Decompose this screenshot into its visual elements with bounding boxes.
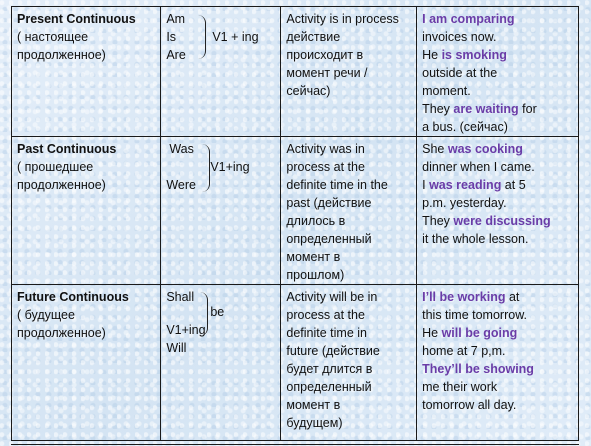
activity-text: будущем) xyxy=(286,416,343,430)
table-row-present-continuous xyxy=(12,7,579,137)
example-line: home at 7 p,m. xyxy=(422,344,506,358)
activity-text: прошлом) xyxy=(286,268,345,282)
activity-text: момент в xyxy=(286,250,341,264)
tense-name: Future Continuous xyxy=(17,290,129,304)
table-row-future-continuous xyxy=(12,285,579,441)
formula-aux: Were xyxy=(166,178,196,192)
formula xyxy=(166,288,276,440)
example-line: a bus. (сейчас) xyxy=(422,120,508,134)
formula-be: be xyxy=(210,305,225,319)
example-line: They were discussing xyxy=(422,214,551,228)
activity-cell xyxy=(281,137,417,285)
curly-brace-icon xyxy=(200,144,210,192)
activity-text: длилось в xyxy=(286,214,346,228)
examples-cell xyxy=(417,285,579,441)
example-line: invoices now. xyxy=(422,30,497,44)
example-line: She was cooking xyxy=(422,142,523,156)
activity-text: определенный xyxy=(286,380,372,394)
formula-aux: Was xyxy=(169,142,194,156)
activity-text: будет длится в xyxy=(286,362,373,376)
activity-text: process at the xyxy=(286,160,365,174)
table-row-past-continuous xyxy=(12,137,579,285)
tense-name-cell xyxy=(12,7,161,137)
formula-aux: Shall xyxy=(166,290,195,304)
example-line: I’ll be working at xyxy=(422,290,520,304)
activity-text: future (действие xyxy=(286,344,380,358)
activity-text: Activity is in process xyxy=(286,12,399,26)
example-line: He will be going xyxy=(422,326,518,340)
activity-text: definite time in the xyxy=(286,178,388,192)
tenses-table xyxy=(11,6,579,441)
activity-text: past (действие xyxy=(286,196,372,210)
formula-aux: Will xyxy=(166,341,187,355)
curly-brace-icon xyxy=(196,15,206,59)
tense-name-ru: ( прошедшее xyxy=(17,160,94,174)
activity-text: момент речи / xyxy=(286,66,368,80)
tense-name: Present Continuous xyxy=(17,12,136,26)
formula xyxy=(166,140,276,284)
formula-cell xyxy=(161,7,281,137)
example-line: tomorrow all day. xyxy=(422,398,517,412)
example-line: He is smoking xyxy=(422,48,507,62)
example-line: They’ll be showing xyxy=(422,362,534,376)
example-line: dinner when I came. xyxy=(422,160,535,174)
activity-cell xyxy=(281,7,417,137)
formula-result: V1+ing xyxy=(210,160,250,174)
tense-name-ru: продолженное) xyxy=(17,178,106,192)
example-line: me their work xyxy=(422,380,498,394)
activity-text: сейчас) xyxy=(286,84,331,98)
example-line: moment. xyxy=(422,84,471,98)
formula-aux: Am xyxy=(166,12,186,26)
tense-name-ru: продолженное) xyxy=(17,326,106,340)
activity-text: definite time in xyxy=(286,326,367,340)
activity-cell xyxy=(281,285,417,441)
activity-text: Activity will be in xyxy=(286,290,378,304)
tense-name-ru: ( будущее xyxy=(17,308,75,322)
activity-text: определенный xyxy=(286,232,372,246)
formula-cell xyxy=(161,137,281,285)
tense-name-ru: ( настоящее xyxy=(17,30,89,44)
formula-aux: Is xyxy=(166,30,177,44)
examples-cell xyxy=(417,7,579,137)
formula-aux: Are xyxy=(166,48,186,62)
example-line: p.m. yesterday. xyxy=(422,196,507,210)
example-line: it the whole lesson. xyxy=(422,232,529,246)
example-line: I was reading at 5 xyxy=(422,178,526,192)
activity-text: Activity was in xyxy=(286,142,365,156)
formula xyxy=(166,10,276,136)
example-line: outside at the xyxy=(422,66,498,80)
formula-result: V1+ing xyxy=(166,323,206,337)
tense-name-cell xyxy=(12,137,161,285)
activity-text: действие xyxy=(286,30,341,44)
activity-text: process at the xyxy=(286,308,365,322)
activity-text: момент в xyxy=(286,398,341,412)
formula-result: V1 + ing xyxy=(212,30,259,44)
tense-name: Past Continuous xyxy=(17,142,117,156)
tense-name-cell xyxy=(12,285,161,441)
examples-cell xyxy=(417,137,579,285)
tense-name-ru: продолженное) xyxy=(17,48,106,62)
example-line: They are waiting for xyxy=(422,102,537,116)
example-line: I am comparing xyxy=(422,12,515,26)
example-line: this time tomorrow. xyxy=(422,308,528,322)
formula-cell xyxy=(161,285,281,441)
activity-text: происходит в xyxy=(286,48,364,62)
